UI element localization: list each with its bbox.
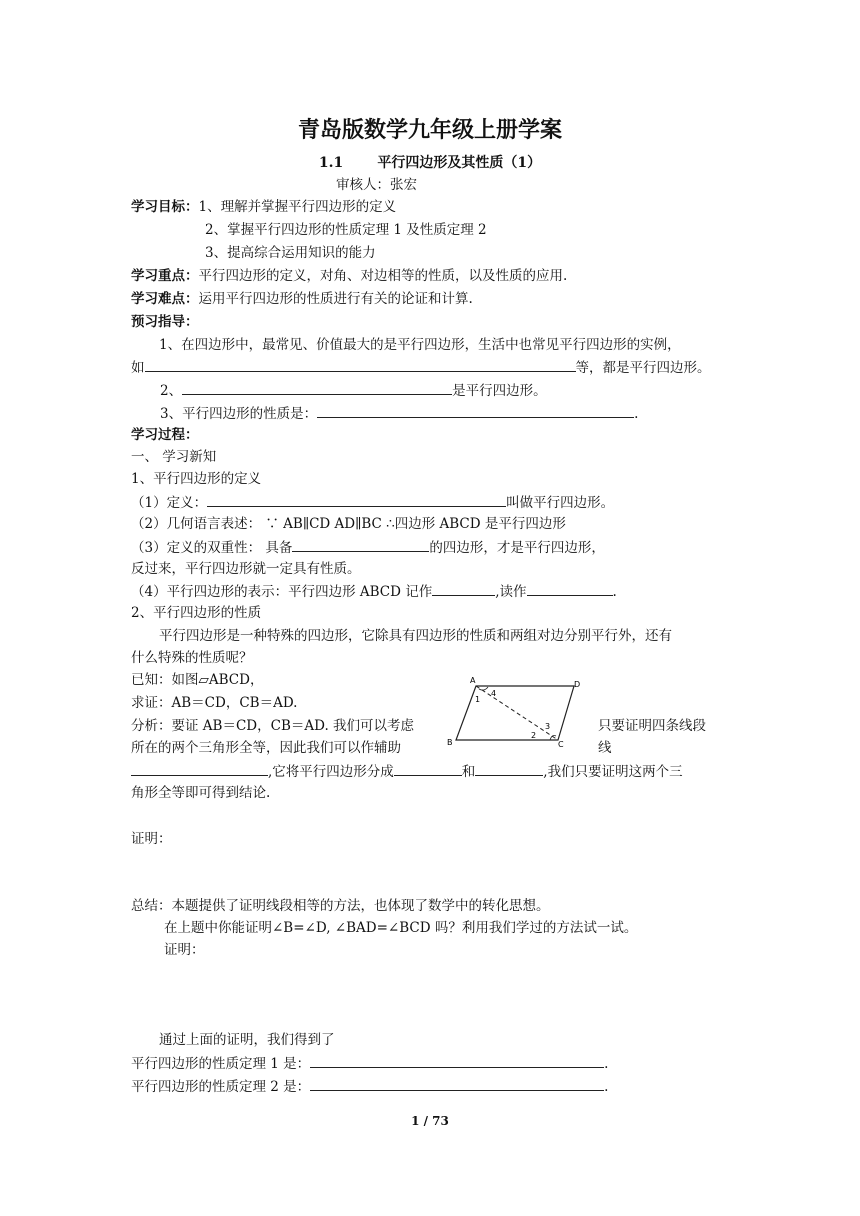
- angle-label: 2: [531, 731, 537, 740]
- lesson-number: 1.1: [318, 155, 344, 171]
- parallelogram-figure: [446, 674, 594, 750]
- blank-line[interactable]: [317, 403, 634, 418]
- blank-line[interactable]: [292, 537, 429, 552]
- vertex-label: B: [447, 738, 453, 747]
- angle-label: 3: [545, 722, 551, 731]
- blank-line[interactable]: [475, 761, 543, 776]
- vertex-label: C: [558, 740, 564, 749]
- preview-item-1b: 如 等，都是平行四边形。: [131, 357, 711, 378]
- theorem-1: 平行四边形的性质定理 1 是： .: [131, 1053, 608, 1074]
- summary: 总结：本题提供了证明线段相等的方法，也体现了数学中的转化思想。: [131, 898, 550, 914]
- preview-label: 预习指导：: [131, 314, 199, 330]
- question: 在上题中你能证明∠B=∠D, ∠BAD=∠BCD 吗？利用我们学过的方法试一试。: [164, 920, 638, 936]
- blank-line[interactable]: [145, 357, 576, 372]
- vertex-label: D: [574, 680, 581, 689]
- blank-line[interactable]: [432, 581, 495, 596]
- blank-line[interactable]: [131, 761, 268, 776]
- page-title: 青岛版数学九年级上册学案: [297, 118, 562, 143]
- goal-item: 2、掌握平行四边形的性质定理 1 及性质定理 2: [205, 222, 487, 238]
- analysis-1: 分析：要证 AB＝CD，CB＝AD. 我们可以考虑: [131, 718, 415, 734]
- proof-label: 证明：: [131, 831, 172, 847]
- definition-3: （3）定义的双重性： 具备 的四边形，才是平行四边形，: [131, 537, 605, 558]
- reviewer: 审核人：张宏: [336, 177, 417, 193]
- definition-2: （2）几何语言表述： ∵ AB∥CD AD∥BC ∴四边形 ABCD 是平行四边形: [131, 516, 566, 532]
- blank-line[interactable]: [310, 1076, 604, 1091]
- definition-1: （1）定义： 叫做平行四边形。: [131, 492, 614, 513]
- process-label: 学习过程：: [131, 427, 199, 443]
- property-title: 2、平行四边形的性质: [131, 605, 262, 621]
- proof-label-2: 证明：: [164, 942, 205, 958]
- preview-item-1: 1、在四边形中，最常见、价值最大的是平行四边形，生活中也常见平行四边形的实例，: [159, 337, 681, 353]
- lesson-subtitle: [0, 152, 860, 172]
- key-point-label: 学习重点：: [131, 268, 199, 284]
- to-prove: 求证：AB＝CD，CB＝AD.: [131, 695, 298, 711]
- difficulty-text: 运用平行四边形的性质进行有关的论证和计算.: [198, 291, 473, 307]
- theorem-2: 平行四边形的性质定理 2 是： .: [131, 1076, 608, 1097]
- analysis-2-right: 线: [598, 740, 612, 756]
- goal-item: 1、理解并掌握平行四边形的定义: [198, 199, 397, 215]
- definition-3b: 反过来，平行四边形就一定具有性质。: [131, 561, 361, 577]
- angle-arc-a: [479, 687, 488, 690]
- definition-title: 1、平行四边形的定义: [131, 471, 262, 487]
- vertex-label: A: [470, 676, 476, 685]
- goals-label: 学习目标：: [131, 199, 199, 215]
- difficulty-label: 学习难点：: [131, 291, 199, 307]
- blank-line[interactable]: [394, 761, 462, 776]
- property-intro-1: 平行四边形是一种特殊的四边形，它除具有四边形的性质和两组对边分别平行外，还有: [159, 628, 672, 644]
- key-point-text: 平行四边形的定义，对角、对边相等的性质，以及性质的应用.: [198, 268, 568, 284]
- goals-line-1: [131, 197, 396, 217]
- page-number: 1 / 73: [411, 1114, 449, 1128]
- analysis-3: ,它将平行四边形分成 和 ,我们只要证明这两个三: [131, 761, 683, 782]
- blank-line[interactable]: [310, 1053, 604, 1068]
- definition-4: （4）平行四边形的表示：平行四边形 ABCD 记作 ,读作 .: [131, 581, 617, 602]
- preview-item-3: 3、平行四边形的性质是： .: [160, 403, 638, 424]
- preview-item-2: 2、 是平行四边形。: [160, 380, 547, 401]
- property-intro-2: 什么特殊的性质呢？: [131, 650, 253, 666]
- lesson-title: 平行四边形及其性质（1）: [377, 155, 542, 171]
- key-point: [131, 266, 567, 286]
- diagonal-ac: [476, 686, 558, 740]
- goal-item: 3、提高综合运用知识的能力: [205, 245, 376, 261]
- difficulty: [131, 289, 473, 309]
- analysis-1-right: 只要证明四条线段: [598, 718, 706, 734]
- angle-label: 1: [475, 695, 481, 704]
- section-heading: 一、 学习新知: [131, 449, 217, 465]
- blank-line[interactable]: [182, 380, 452, 395]
- blank-line[interactable]: [527, 581, 613, 596]
- parallelogram-shape: [456, 686, 574, 740]
- given: 已知：如图▱ABCD，: [131, 672, 264, 688]
- blank-line[interactable]: [207, 492, 506, 507]
- analysis-4: 角形全等即可得到结论.: [131, 785, 271, 801]
- analysis-2: 所在的两个三角形全等，因此我们可以作辅助: [131, 740, 401, 756]
- conclusion-intro: 通过上面的证明，我们得到了: [159, 1032, 335, 1048]
- angle-label: 4: [491, 689, 497, 698]
